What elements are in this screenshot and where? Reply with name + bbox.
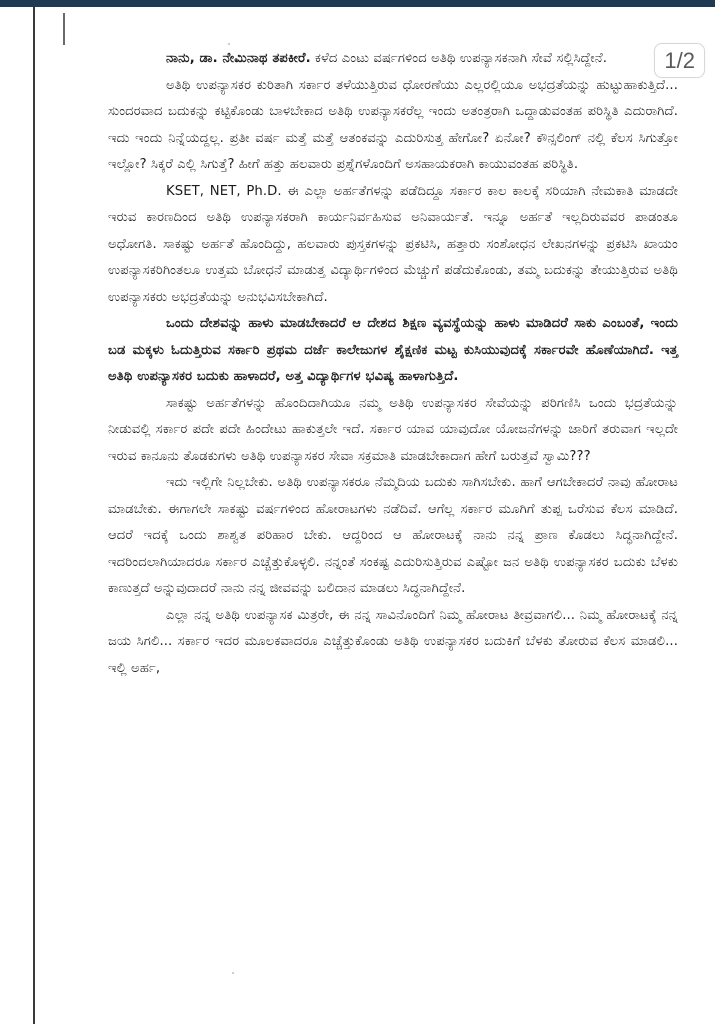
letter-paragraph-7: ಎಲ್ಲಾ ನನ್ನ ಅತಿಥಿ ಉಪನ್ಯಾಸಕ ಮಿತ್ರರೇ, ಈ ನನ್ನ ಸಾವಿನೊಂದಿಗೆ ನಿಮ್ಮ ಹೋರಾಟ ತೀವ್ರವಾಗಲಿ... ನಿಮ್ಮ ಹೋರಾಟಕ್ಕೆ ನನ್ನ ಜಯ ಸಿಗಲಿ... ಸರ್ಕಾರ ಇದರ ಮೂಲಕವಾದರೂ ಎಚ್ಚೆತ್ತುಕೊಂಡು ಅತಿಥಿ ಉಪನ್ಯಾಸಕರ ಬದುಕಿಗೆ ಬೆಳಕು ತೋರುವ ಕೆಲಸ ಮಾಡಲಿ... ಇಲ್ಲಿ ಅರ್ಹ, xyxy=(108,607,678,676)
photo-page-edge xyxy=(33,7,35,1024)
letter-paragraph-2: ಅತಿಥಿ ಉಪನ್ಯಾಸಕರ ಕುರಿತಾಗಿ ಸರ್ಕಾರ ತಳೆಯುತ್ತಿರುವ ಧೋರಣೆಯು ಎಲ್ಲರಲ್ಲಿಯೂ ಅಭದ್ರತೆಯನ್ನು ಹುಟ್ಟುಹಾಕುತ್ತಿದೆ... ಸುಂದರವಾದ ಬದುಕನ್ನು ಕಟ್ಟಿಕೊಂಡು ಬಾಳಬೇಕಾದ ಅತಿಥಿ ಉಪನ್ಯಾಸಕರೆಲ್ಲ ಇಂದು ಅತಂತ್ರರಾಗಿ ಒದ್ದಾಡುವಂತಹ ಪರಿಸ್ಥಿತಿ ಎದುರಾಗಿದೆ. ಇದು ಇಂದು ನಿನ್ನೆಯದ್ದಲ್ಲ. ಪ್ರತೀ ವರ್ಷ ಮತ್ತೆ ಮತ್ತೆ ಆತಂಕವನ್ನು ಎದುರಿಸುತ್ತ ಹೇಗೋ? ಏನೋ? ಕೌನ್ಸಲಿಂಗ್ ನಲ್ಲಿ ಕೆಲಸ ಸಿಗುತ್ತೋ ಇಲ್ಲೋ? ಸಿಕ್ಕರೆ ಎಲ್ಲಿ ಸಿಗುತ್ತೆ? ಹೀಗೆ ಹತ್ತು ಹಲವಾರು ಪ್ರಶ್ನೆಗಳೊಂದಿಗೆ ಅಸಹಾಯಕರಾಗಿ ಕಾಯುವಂತಹ ಪರಿಸ್ಥಿತಿ. xyxy=(108,77,678,172)
page-counter-badge: 1/2 xyxy=(654,43,705,78)
letter-paragraph-intro xyxy=(108,46,678,73)
scan-speck xyxy=(228,43,230,45)
letter-document xyxy=(108,46,678,682)
letter-paragraph-5: ಸಾಕಷ್ಟು ಅರ್ಹತೆಗಳನ್ನು ಹೊಂದಿದಾಗಿಯೂ ನಮ್ಮ ಅತಿಥಿ ಉಪನ್ಯಾಸಕರ ಸೇವೆಯನ್ನು ಪರಿಗಣಿಸಿ ಒಂದು ಭದ್ರತೆಯನ್ನು ನೀಡುವಲ್ಲಿ ಸರ್ಕಾರ ಪದೇ ಪದೇ ಹಿಂದೇಟು ಹಾಕುತ್ತಲೇ ಇದೆ. ಸರ್ಕಾರ ಯಾವ ಯಾವುದೋ ಯೋಜನೆಗಳನ್ನು ಜಾರಿಗೆ ತರುವಾಗ ಇಲ್ಲದೇ ಇರುವ ಕಾನೂನು ತೊಡಕುಗಳು ಅತಿಥಿ ಉಪನ್ಯಾಸಕರ ಸೇವಾ ಸಕ್ರಮಾತಿ ಮಾಡಬೇಕಾದಾಗ ಹೇಗೆ ಬರುತ್ತವೆ ಸ್ವಾಮಿ??? xyxy=(108,395,678,464)
paragraph-text: ಕಳೆದ ಎಂಟು ವರ್ಷಗಳಿಂದ ಅತಿಥಿ ಉಪನ್ಯಾಸಕನಾಗಿ ಸೇವೆ ಸಲ್ಲಿಸಿದ್ದೇನೆ. xyxy=(310,51,608,66)
letter-paragraph-6: ಇದು ಇಲ್ಲಿಗೇ ನಿಲ್ಲಬೇಕು. ಅತಿಥಿ ಉಪನ್ಯಾಸಕರೂ ನೆಮ್ಮದಿಯ ಬದುಕು ಸಾಗಿಸಬೇಕು. ಹಾಗೆ ಆಗಬೇಕಾದರೆ ನಾವು ಹೋರಾಟ ಮಾಡಬೇಕು. ಈಗಾಗಲೇ ಸಾಕಷ್ಟು ವರ್ಷಗಳಿಂದ ಹೋರಾಟಗಳು ನಡೆದಿವೆ. ಆಗೆಲ್ಲ ಸರ್ಕಾರ ಮೂಗಿಗೆ ತುಪ್ಪ ಒರೆಸುವ ಕೆಲಸ ಮಾಡಿದೆ. ಆದರೆ ಇದಕ್ಕೆ ಒಂದು ಶಾಶ್ವತ ಪರಿಹಾರ ಬೇಕು. ಆದ್ದರಿಂದ ಆ ಹೋರಾಟಕ್ಕೆ ನಾನು ನನ್ನ ಪ್ರಾಣ ಕೊಡಲು ಸಿದ್ಧನಾಗಿದ್ದೇನೆ. ಇದರಿಂದಲಾಗಿಯಾದರೂ ಸರ್ಕಾರ ಎಚ್ಚೆತ್ತುಕೊಳ್ಳಲಿ. ನನ್ನಂತೆ ಸಂಕಷ್ಟ ಎದುರಿಸುತ್ತಿರುವ ಎಷ್ಟೋ ಜನ ಅತಿಥಿ ಉಪನ್ಯಾಸಕರ ಬದುಕು ಬೆಳಕು ಕಾಣುತ್ತದೆ ಅನ್ನುವುದಾದರೆ ನಾನು ನನ್ನ ಜೀವವನ್ನು ಬಲಿದಾನ ಮಾಡಲು ಸಿದ್ಧನಾಗಿದ್ದೇನೆ. xyxy=(108,475,678,596)
photo-page-mark xyxy=(63,13,65,45)
letter-paragraph-3: KSET, NET, Ph.D. ಈ ಎಲ್ಲಾ ಅರ್ಹತೆಗಳನ್ನು ಪಡೆದಿದ್ದೂ ಸರ್ಕಾರ ಕಾಲ ಕಾಲಕ್ಕೆ ಸರಿಯಾಗಿ ನೇಮಕಾತಿ ಮಾಡದೇ ಇರುವ ಕಾರಣದಿಂದ ಅತಿಥಿ ಉಪನ್ಯಾಸಕರಾಗಿ ಕಾರ್ಯನಿರ್ವಹಿಸುವ ಅನಿವಾರ್ಯತೆ. ಇನ್ನೂ ಅರ್ಹತೆ ಇಲ್ಲದಿರುವವರ ಪಾಡಂತೂ ಅಧೋಗತಿ. ಸಾಕಷ್ಟು ಅರ್ಹತೆ ಹೊಂದಿದ್ದು, ಹಲವಾರು ಪುಸ್ತಕಗಳನ್ನು ಪ್ರಕಟಿಸಿ, ಹತ್ತಾರು ಸಂಶೋಧನ ಲೇಖನಗಳನ್ನು ಪ್ರಕಟಿಸಿ ಖಾಯಂ ಉಪನ್ಯಾಸಕರಿಗಿಂತಲೂ ಉತ್ತಮ ಬೋಧನೆ ಮಾಡುತ್ತ ವಿದ್ಯಾರ್ಥಿಗಳಿಂದ ಮೆಚ್ಚುಗೆ ಪಡೆದುಕೊಂಡು, ತಮ್ಮ ಬದುಕನ್ನು ತೇಯುತ್ತಿರುವ ಅತಿಥಿ ಉಪನ್ಯಾಸಕರು ಅಭದ್ರತೆಯನ್ನು ಅನುಭವಿಸಬೇಕಾಗಿದೆ. xyxy=(108,183,678,305)
author-name: ನಾನು, ಡಾ. ನೇಮಿನಾಥ ತಪಕೀರೆ. xyxy=(166,51,311,66)
scan-speck xyxy=(232,972,234,974)
image-viewer[interactable] xyxy=(0,7,715,1024)
letter-paragraph-4-bold: ಒಂದು ದೇಶವನ್ನು ಹಾಳು ಮಾಡಬೇಕಾದರೆ ಆ ದೇಶದ ಶಿಕ್ಷಣ ವ್ಯವಸ್ಥೆಯನ್ನು ಹಾಳು ಮಾಡಿದರೆ ಸಾಕು ಎಂಬಂತೆ, ಇಂದು ಬಡ ಮಕ್ಕಳು ಓದುತ್ತಿರುವ ಸರ್ಕಾರಿ ಪ್ರಥಮ ದರ್ಜೆ ಕಾಲೇಜುಗಳ ಶೈಕ್ಷಣಿಕ ಮಟ್ಟ ಕುಸಿಯುವುದಕ್ಕೆ ಸರ್ಕಾರವೇ ಹೊಣೆಯಾಗಿದೆ. ಇತ್ತ ಅತಿಥಿ ಉಪನ್ಯಾಸಕರ ಬದುಕು ಹಾಳಾದರೆ, ಅತ್ತ ವಿದ್ಯಾರ್ಥಿಗಳ ಭವಿಷ್ಯ ಹಾಳಾಗುತ್ತಿದೆ. xyxy=(108,316,678,384)
viewer-top-bar xyxy=(0,0,715,7)
